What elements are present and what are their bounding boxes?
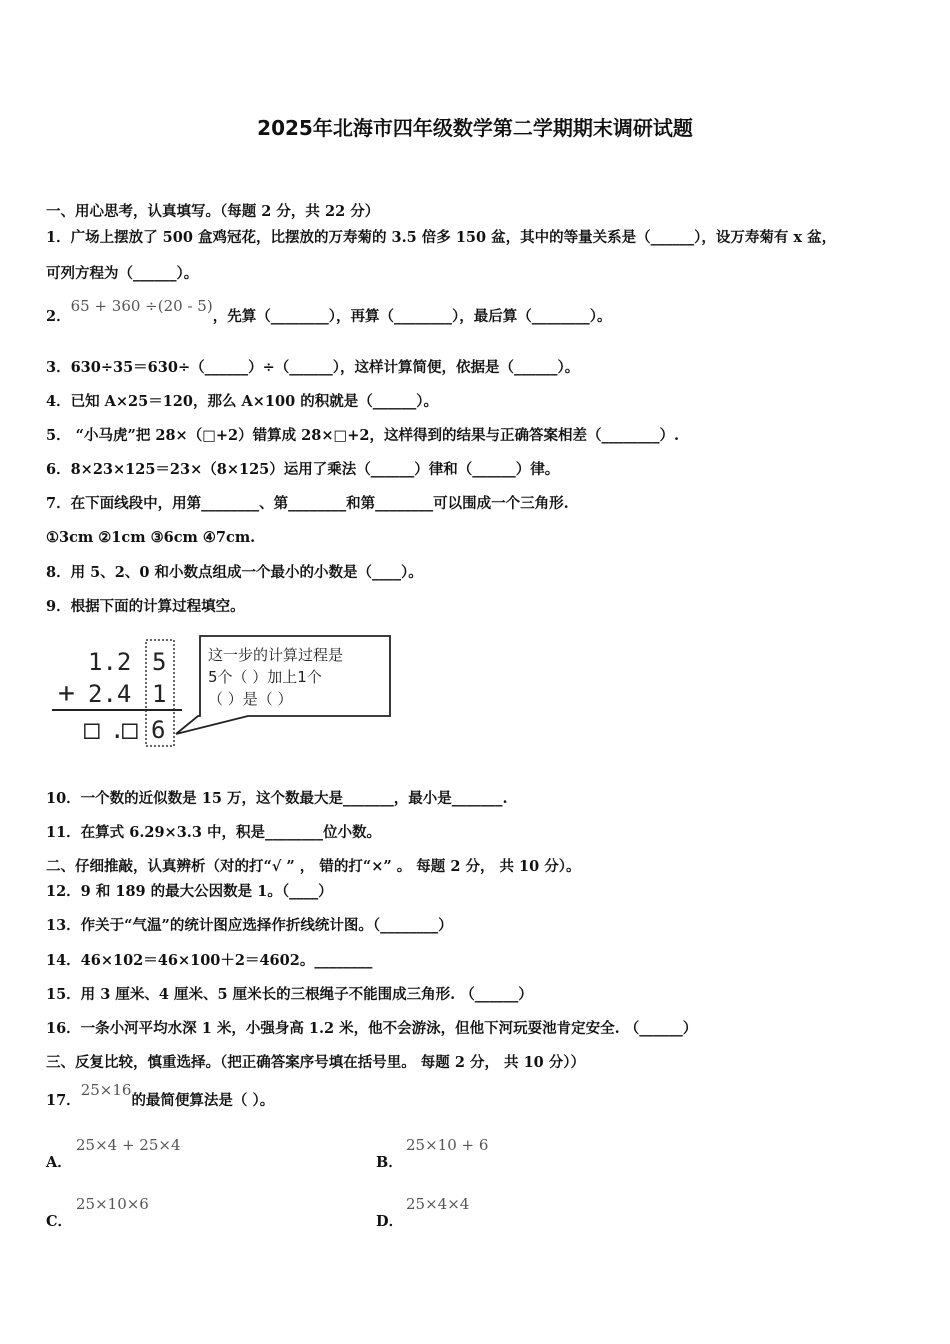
figure-result-box-1: □: [84, 715, 100, 745]
question-13: 13．作关于“气温”的统计图应选择作折线统计图。（________）: [46, 917, 453, 934]
figure-bubble-line-1: 这一步的计算过程是: [208, 646, 344, 664]
section-1-heading: 一、用心思考，认真填写。（每题 2 分，共 22 分）: [46, 203, 380, 220]
figure-row-2: 2.4: [88, 680, 132, 708]
option-c-label: C．: [46, 1213, 73, 1230]
question-12: 12．9 和 189 的最大公因数是 1。（____）: [46, 883, 333, 900]
question-10: 10．一个数的近似数是 15 万，这个数最大是_______，最小是_______.: [46, 790, 508, 807]
option-d-expression: 25×4×4: [406, 1195, 470, 1213]
page-title: 2025年北海市四年级数学第二学期期末调研试题: [257, 116, 693, 140]
option-d-label: D．: [376, 1213, 404, 1230]
figure-bubble-line-3: （ ）是（ ）: [208, 690, 293, 708]
question-9: 9．根据下面的计算过程填空。: [46, 598, 245, 615]
question-7: 7．在下面线段中，用第________、第________和第________可以围成一个三角形.: [46, 495, 569, 512]
figure-result-box-2: □: [122, 715, 138, 745]
question-2: [46, 297, 612, 327]
option-b-expression: 25×10 + 6: [406, 1136, 489, 1154]
question-8: 8．用 5、2、0 和小数点组成一个最小的小数是（____）。: [46, 564, 423, 581]
figure-row-1-digit: 5: [152, 648, 167, 676]
question-4: 4．已知 A×25＝120，那么 A×100 的积就是（______）。: [46, 393, 438, 410]
figure-result-dot: .: [110, 716, 125, 744]
question-14: 14．46×102＝46×100＋2＝4602。________: [46, 952, 373, 969]
option-c-expression: 25×10×6: [76, 1195, 149, 1213]
question-6: 6．8×23×125＝23×（8×125）运用了乘法（______）律和（______）律。: [46, 461, 560, 478]
section-2-heading: 二、仔细推敲，认真辨析（对的打“√ ” ， 错的打“×” 。 每题 2 分， 共 10 分）。: [46, 858, 581, 875]
addition-figure: [48, 630, 398, 750]
figure-plus-sign: +: [58, 676, 75, 709]
question-2-expression: 65 + 360 ÷(20 - 5): [70, 297, 213, 315]
question-15: 15．用 3 厘米、4 厘米、5 厘米长的三根绳子不能围成三角形. （______）: [46, 986, 533, 1003]
option-a-label: A．: [46, 1154, 72, 1171]
option-a-expression: 25×4 + 25×4: [76, 1136, 181, 1154]
question-11: 11．在算式 6.29×3.3 中，积是________位小数。: [46, 824, 381, 841]
question-17-expression: 25×16: [80, 1081, 132, 1099]
question-2-text: ，先算（________），再算（________），最后算（________）。: [212, 308, 612, 325]
question-17: [46, 1081, 275, 1111]
question-5: 5． “小马虎”把 28×（□+2）错算成 28×□+2，这样得到的结果与正确答案相差（________）.: [46, 427, 679, 444]
figure-row-1: 1.2: [88, 648, 132, 676]
question-2-number: 2．: [46, 308, 71, 325]
question-17-text: 的最简便算法是（ ）。: [131, 1092, 275, 1109]
figure-bubble-line-2: 5个（ ）加上1个: [208, 668, 322, 686]
question-17-number: 17．: [46, 1092, 81, 1109]
question-3: 3．630÷35＝630÷（______）÷（______），这样计算简便，依据是（______）。: [46, 359, 580, 376]
section-3-heading: 三、反复比较，慎重选择。（把正确答案序号填在括号里。 每题 2 分， 共 10 分））: [46, 1054, 586, 1071]
question-16: 16．一条小河平均水深 1 米，小强身高 1.2 米，他不会游泳，但他下河玩耍池肯定安全. （______）: [46, 1020, 698, 1037]
figure-result-digit: 6: [151, 716, 166, 744]
question-1-line-2: 可列方程为（______）。: [46, 265, 199, 282]
question-7-options: ①3cm ②1cm ③6cm ④7cm.: [46, 529, 256, 546]
question-1-line-1: 1．广场上摆放了 500 盒鸡冠花，比摆放的万寿菊的 3.5 倍多 150 盆，其中的等量关系是（______），设万寿菊有 x 盆，: [46, 229, 837, 246]
option-b-label: B．: [376, 1154, 403, 1171]
figure-row-2-digit: 1: [152, 680, 167, 708]
